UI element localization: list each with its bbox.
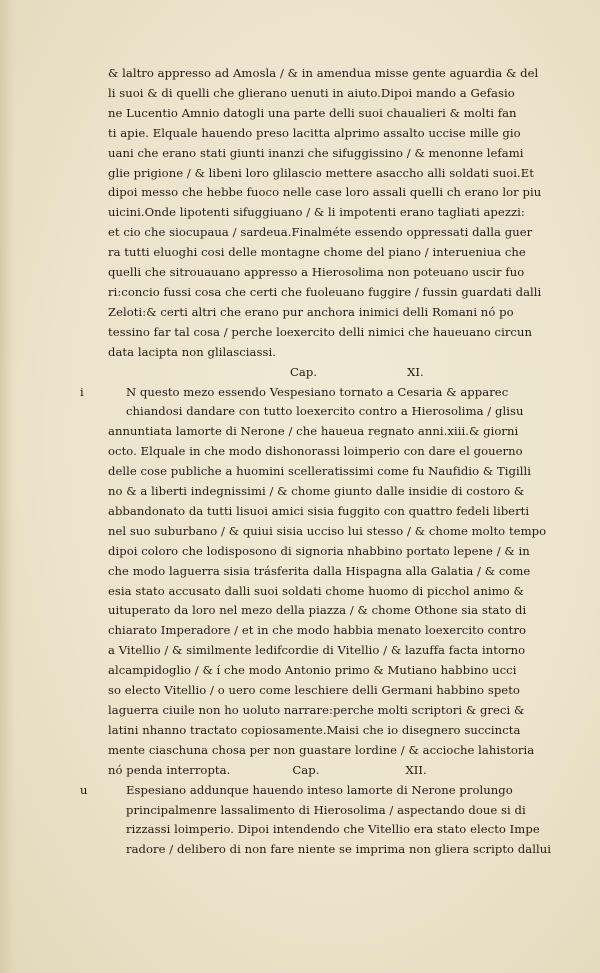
page-gutter-shadow (0, 0, 14, 973)
initial-letter-guide: i (80, 384, 84, 399)
chapter-heading (108, 363, 563, 383)
text-line: delle cose publiche a huomini scelleratissimi come fu Naufidio & Tigilli (108, 464, 531, 479)
text-line: so electo Vitellio / o uero come leschiere delli Germani habbino speto (108, 683, 520, 698)
text-line: nel suo suburbano / & quiui sisia ucciso lui stesso / & chome molto tempo (108, 523, 547, 538)
text-line: a Vitellio / & similmente ledifcordie di Vitellio / & lazuffa facta intorno (108, 643, 526, 658)
text-line: annuntiata lamorte di Nerone / che haueua regnato anni.xiii.& giorni (108, 424, 519, 439)
text-line: octo. Elquale in che modo dishonorassi loimperio con dare el gouerno (108, 444, 523, 459)
text-line: alcampidoglio / & í che modo Antonio primo & Mutiano habbino ucci (108, 663, 517, 678)
text-line: tessino far tal cosa / perche loexercito delli nimici che haueuano circun (108, 324, 533, 339)
text-line: & laltro appresso ad Amosla / & in amendua misse gente aguardia & del (108, 66, 539, 80)
text-line: li suoi & di quelli che glierano uenuti in aiuto.Dipoi mando a Gefasio (108, 85, 515, 100)
text-line: ne Lucentio Amnio datogli una parte delli suoi chaualieri & molti fan (108, 105, 517, 120)
text-block (80, 64, 563, 860)
text-line: dipoi coloro che lodisposono di signoria nhabbino portato lepene / & in (108, 543, 530, 558)
text-line: no & a liberti indegnissimi / & chome giunto dalle insidie di costoro & (108, 484, 525, 499)
text-line: latini nhanno tractato copiosamente.Maisi che io disegnero succincta (108, 722, 521, 737)
chapter-number: XII. (405, 762, 427, 777)
text-line: ti apie. Elquale hauendo preso lacitta alprimo assalto uccise mille gio (108, 125, 521, 140)
text-line: mente ciaschuna chosa per non guastare lordine / & accioche lahistoria (108, 742, 535, 757)
text-line-content: N questo mezo essendo Vespesiano tornato a Cesaria & apparec (126, 384, 509, 399)
text-line: glie prigione / & libeni loro glilascio mettere asaccho alli soldati suoi.Et (108, 165, 534, 180)
text-line-content: nó penda interropta. (108, 762, 231, 777)
text-line: rizzassi loimperio. Dipoi intendendo che Vitellio era stato electo Impe (126, 822, 540, 837)
text-line: uicini.Onde lipotenti sifuggiuano / & li impotenti erano tagliati apezzi: (108, 205, 525, 220)
initial-letter-guide: u (80, 782, 88, 797)
text-line: Zeloti:& certi altri che erano pur anchora inimici delli Romani nó po (108, 304, 514, 319)
chapter-label: Cap. (292, 762, 320, 777)
text-line: quelli che sitrouauano appresso a Hierosolima non poteuano uscir fuo (108, 265, 525, 280)
text-line (80, 781, 563, 801)
text-line: esia stato accusato dalli suoi soldati chome huomo di picchol animo & (108, 583, 524, 598)
text-line: data lacipta non glilasciassi. (108, 344, 277, 359)
text-line: chiarato Imperadore / et in che modo habbia menato loexercito contro (108, 623, 527, 638)
chapter-label: Cap. (290, 364, 318, 379)
text-line: abbandonato da tutti lisuoi amici sisia fuggito con quattro fedeli liberti (108, 503, 530, 518)
text-line: principalmenre lassalimento di Hierosolima / aspectando doue si di (126, 802, 526, 817)
chapter-heading (108, 761, 563, 781)
text-line: uituperato da loro nel mezo della piazza / & chome Othone sia stato di (108, 603, 527, 618)
text-line: chiandosi dandare con tutto loexercito contro a Hierosolima / glisu (126, 404, 524, 419)
text-line-content: Espesiano addunque hauendo inteso lamorte di Nerone prolungo (126, 782, 513, 797)
text-line: che modo laguerra sisia trásferita dalla Hispagna alla Galatia / & come (108, 563, 531, 578)
text-line: et cio che siocupaua / sardeua.Finalméte essendo oppressati dalla guer (108, 225, 533, 240)
text-line (80, 383, 563, 403)
text-line: laguerra ciuile non ho uoluto narrare:perche molti scriptori & greci & (108, 703, 525, 717)
text-line: ra tutti eluoghi cosi delle montagne chome del piano / interueniua che (108, 245, 526, 260)
text-line: dipoi messo che hebbe fuoco nelle case loro assali quelli ch erano lor piu (108, 185, 542, 200)
text-line: ri:concio fussi cosa che certi che fuoleuano fuggire / fussin guardati dalli (108, 284, 542, 299)
chapter-number: XI. (407, 364, 424, 379)
text-line: radore / delibero di non fare niente se imprima non gliera scripto dallui (126, 842, 552, 857)
text-line: uani che erano stati giunti inanzi che sifuggissino / & menonne lefami (108, 145, 524, 160)
